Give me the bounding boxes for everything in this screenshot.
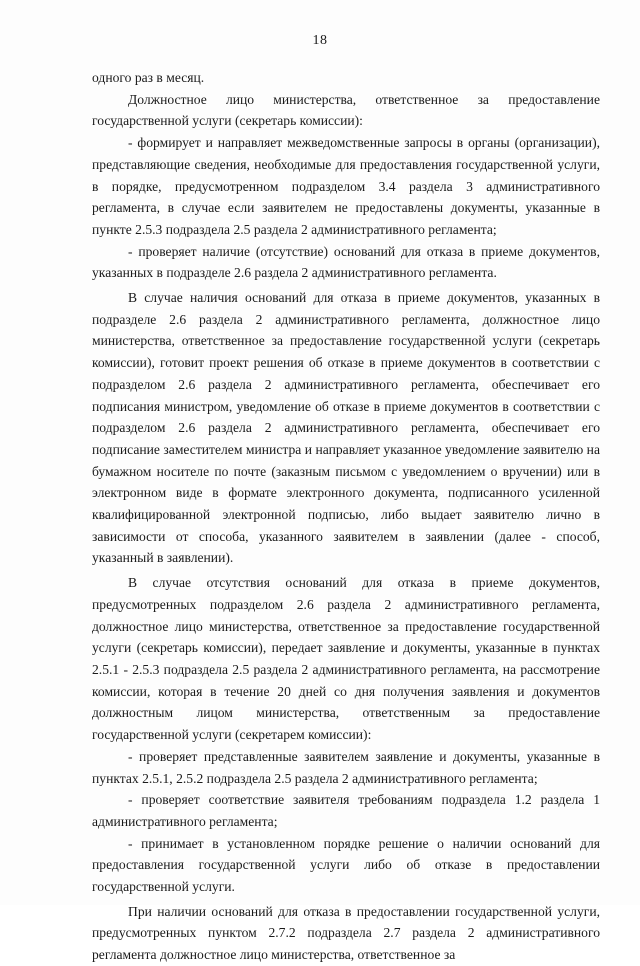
paragraph: При наличии оснований для отказа в предоставлении государственной услуги, предусмотренных пунктом 2.7.2 подраздела 2.7 раздела 2 административного регламента должностное лицо министерства, ответственное за [92,903,600,963]
paragraph: В случае отсутствия оснований для отказа в приеме документов, предусмотренных подразделом 2.6 раздела 2 административного регламента, должностное лицо министерства, ответственное за предоставление государственной услуги (секретарь комиссии), передает заявление и документы, указанные в пунктах 2.5.1 - 2.5.3 подраздела 2.5 раздела 2 административного регламента, на рассмотрение комиссии, которая в течение 20 дней со дня получения заявления и документов должностным лицом министерства, ответственным за предоставление государственной услуги (секретарем комиссии): [92,575,600,743]
list-item: - формирует и направляет межведомственные запросы в органы (организации), представляющие сведения, необходимые для предоставления государственной услуги, в порядке, предусмотренном подразделом 3.4 раздела 3 административного регламента, в случае если заявителем не предоставлены документы, указанные в пункте 2.5.3 подраздела 2.5 раздела 2 административного регламента; [92,135,600,237]
list-item: - проверяет соответствие заявителя требованиям подраздела 1.2 раздела 1 административного регламента; [92,792,600,829]
paragraph: Должностное лицо министерства, ответственное за предоставление государственной услуги (секретарь комиссии): [92,91,600,129]
list-item: - проверяет представленные заявителем заявление и документы, указанные в пунктах 2.5.1, 2.5.2 подраздела 2.5 раздела 2 административного регламента; [92,748,600,786]
paragraph: одного раз в месяц. [92,70,205,85]
list-item: - проверяет наличие (отсутствие) оснований для отказа в приеме документов, указанных в подразделе 2.6 раздела 2 административного регламента. [92,243,600,281]
paragraph: В случае наличия оснований для отказа в приеме документов, указанных в подразделе 2.6 раздела 2 административного регламента, должностное лицо министерства, ответственное за предоставление государственной услуги (секретарь комиссии), готовит проект решения об отказе в приеме документов в соответствии с подразделом 2.6 раздела 2 административного регламента, обеспечивает его подписания министром, уведомление об отказе в приеме документов в соответствии с подразделом 2.6 раздела 2 административного регламента, обеспечивает его подписание заместителем министра и направляет указанное уведомление заявителю на бумажном носителе по почте (заказным письмом с уведомлением о вручении) или в электронном виде в формате электронного документа, подписанного усиленной квалифицированной электронной подписью, либо выдает заявителю лично в зависимости от способа, указанного заявителем в заявлении (далее - способ, указанный в заявлении). [92,290,600,566]
list-item: - принимает в установленном порядке решение о наличии оснований для предоставления государственной услуги либо об отказе в предоставлении государственной услуги. [92,835,600,895]
document-body [92,67,600,966]
page-number: 18 [312,33,328,48]
